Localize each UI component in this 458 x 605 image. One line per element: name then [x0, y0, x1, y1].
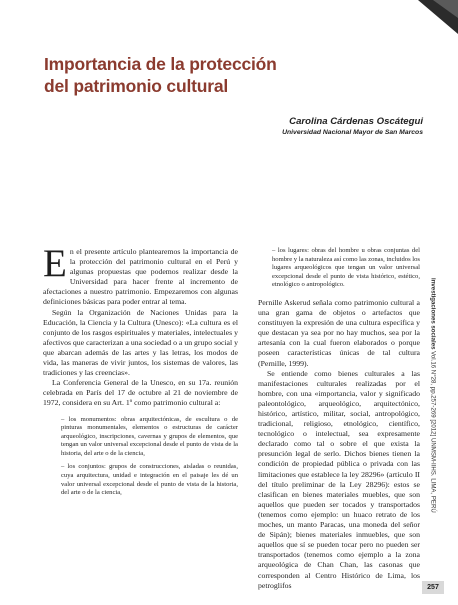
journal-citation: Vol.16 N°28, pp.257-269 [2012] UNMSM-IIHS. LIMA, PERÚ — [429, 349, 437, 513]
paragraph-askerud: Pernille Askerud señala como patrimonio cultural a una gran gama de objetos o artefactos que constituyen la expresión de una cultura específica y que destacan ya sea por no hay muchos, sea por la artesanía con la cual fueron elaborados o porque poseen características únicas de tal cultura (Pernille, 1999). — [258, 297, 420, 368]
paragraph-conference: La Conferencia General de la Unesco, en su 17a. reunión celebrada en París del 17 de octubre al 21 de noviembre de 1972, considera en su Art. 1º como patrimonio cultural a: — [43, 378, 238, 408]
title-line-1: Importancia de la protección — [44, 54, 277, 74]
author-block — [282, 116, 423, 137]
author-name: Carolina Cárdenas Oscátegui — [289, 116, 423, 127]
right-column — [258, 247, 420, 591]
journal-name: investigaciones sociales — [429, 278, 437, 350]
corner-decoration — [398, 0, 458, 34]
left-column — [43, 242, 238, 498]
article-title — [44, 53, 384, 97]
intro-text: n el presente artículo plantearemos la importancia de la protección del patrimonio cultural en el Perú y algunas propuestas que podemos realizar desde la Universidad para hacer frente al incremento de afectaciones a nuestro patrimonio. Empezaremos con algunas definiciones básicas para poder entrar al tema. — [43, 247, 238, 307]
intro-paragraph — [43, 242, 238, 308]
quote-monuments: – los monumentos: obras arquitectónicas, de escultura o de pinturas monumentales, elementos o estructuras de carácter arqueológico, inscripciones, cavernas y grupos de elementos, que tengan un valor universal excepcional desde el punto de vista de la historia, del arte o de la ciencia, — [61, 415, 238, 457]
paragraph-cultural-goods: Se entiende como bienes culturales a las manifestaciones culturales realizadas por el hombre, con una «importancia, valor y significado paleontológico, arqueológico, arquitectónico, histórico, artístico, militar, social, antropológico, tradicional, religioso, etnológico, científico, tecnológico o intelectual, sea expresamente declarado como tal o sobre el que exista la presunción legal de serlo. Dichos bienes tienen la condición de propiedad pública o privada con las limitaciones que establece la ley 28296» (artículo II del título preliminar de la Ley 28296): estos se clasifican en bienes materiales muebles, que son aquellos que pueden ser tocados y transportados (tenemos como ejemplo: un huaco retrato de los moches, un manto Paracas, una moneda del señor de Sipán); bienes materiales inmuebles, que son aquellos que sí se pueden tocar pero no pueden ser transportados (tenemos como ejemplo a la zona arqueológica de Chan Chan, las casonas que corresponden al Centro Histórico de Lima, los petroglifos — [258, 368, 420, 590]
paragraph-unesco: Según la Organización de Naciones Unidas para la Educación, la Ciencia y la Cultura (Unesco): «La cultura es el conjunto de los rasgos espirituales y materiales, intelectuales y afectivos que caracterizan a una sociedad o a un grupo social y que abarcan además de las artes y las letras, los modos de vida, las maneras de vivir juntos, los sistemas de valores, las tradiciones y las creencias». — [43, 307, 238, 378]
page-number: 257 — [422, 581, 444, 594]
journal-margin-label — [424, 278, 442, 598]
quote-groups: – los conjuntos: grupos de construcciones, aisladas o reunidas, cuya arquitectura, unidad e integración en el paisaje les dé un valor universal excepcional desde el punto de vista de la historia, del arte o de la ciencia, — [61, 463, 238, 497]
title-line-2: del patrimonio cultural — [44, 76, 229, 96]
drop-cap: E — [43, 242, 67, 285]
heritage-definition-quote-cont — [272, 247, 420, 290]
heritage-definition-quote — [61, 416, 238, 498]
author-affiliation: Universidad Nacional Mayor de San Marcos — [282, 129, 423, 136]
quote-sites: – los lugares: obras del hombre u obras conjuntas del hombre y la naturaleza así como las zonas, incluidos los lugares arqueológicos que tengan un valor universal excepcional desde el punto de vista histórico, estético, etnológico o antropológico. — [272, 247, 420, 289]
